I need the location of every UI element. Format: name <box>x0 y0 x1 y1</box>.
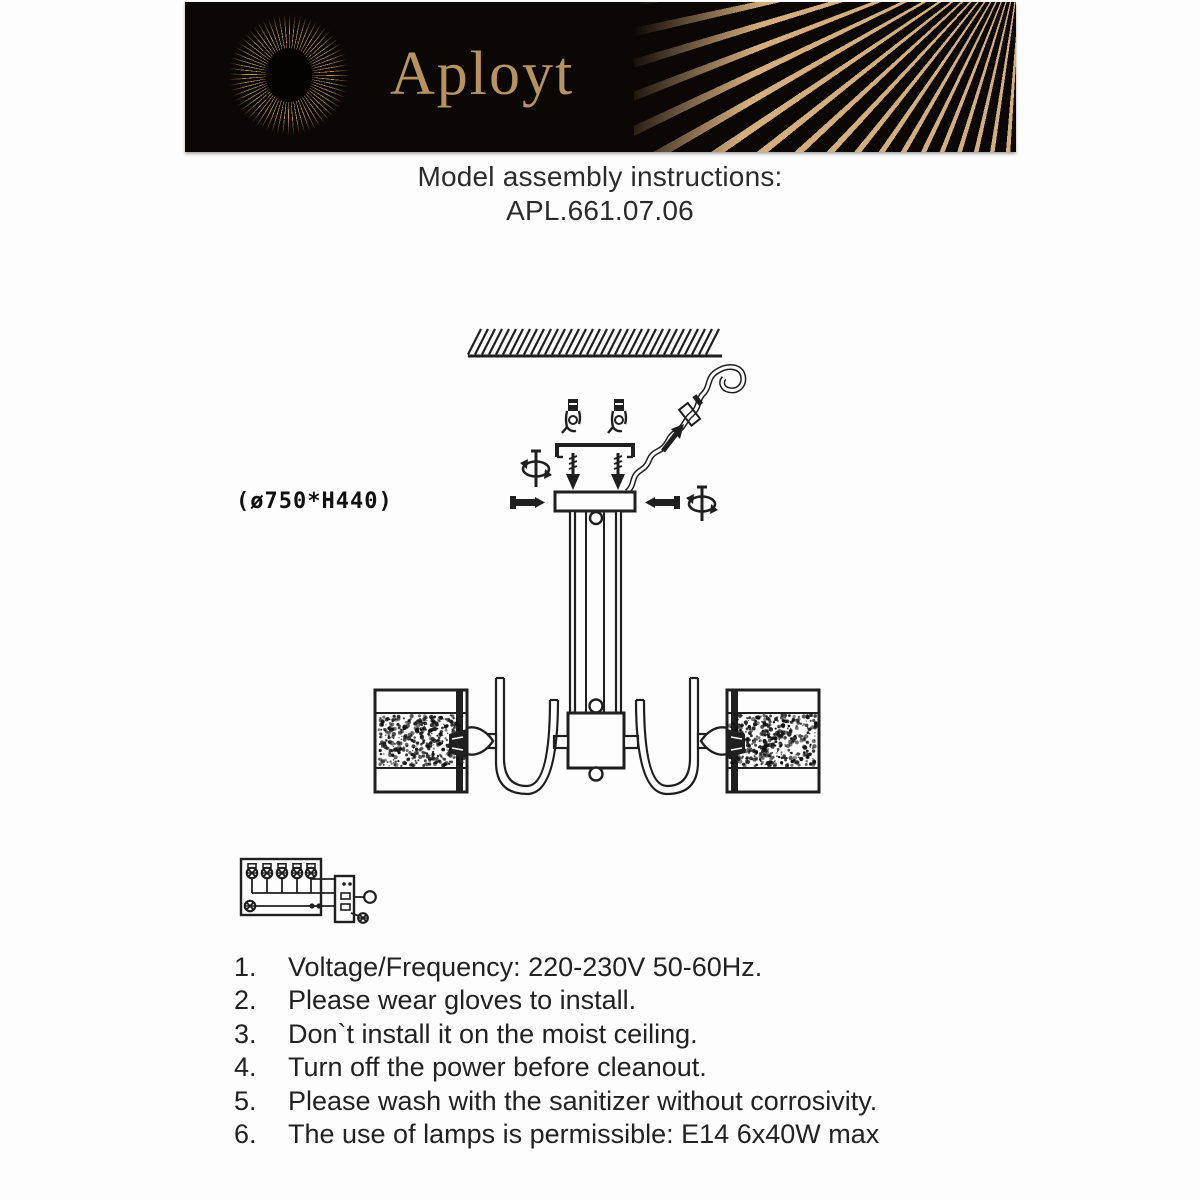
instruction-number: 1. <box>234 952 257 982</box>
wall-anchor-icons <box>562 399 626 433</box>
instruction-text: Turn off the power before cleanout. <box>288 1052 707 1083</box>
socket-right <box>727 729 745 758</box>
instruction-text: Voltage/Frequency: 220-230V 50-60Hz. <box>288 952 763 982</box>
instruction-number: 2. <box>234 985 257 1016</box>
instruction-item <box>234 951 879 984</box>
brand-name: Aployt <box>390 39 575 108</box>
mounting-screw-icons <box>566 453 625 490</box>
screw-icon <box>566 453 580 490</box>
rotate-direction-icon-left <box>520 450 552 487</box>
instruction-item <box>234 1051 879 1084</box>
screw-icon <box>611 453 625 490</box>
brand-banner <box>185 2 1016 152</box>
wall-anchor-icon <box>562 399 580 433</box>
power-cable-drawing <box>627 367 743 492</box>
ceiling-hatch <box>468 329 722 356</box>
instruction-item <box>234 1085 879 1118</box>
ground-symbol <box>358 913 368 923</box>
shade-left <box>375 690 467 792</box>
center-body <box>554 713 638 781</box>
stem-rods <box>570 511 621 713</box>
shade-right <box>727 690 819 792</box>
instruction-list <box>234 951 879 1151</box>
wall-anchor-icon <box>608 399 626 433</box>
instruction-text: Don`t install it on the moist ceiling. <box>288 1018 698 1049</box>
terminal-block <box>335 876 354 922</box>
instruction-text: Please wash with the sanitizer without corrosivity. <box>288 1085 878 1116</box>
instruction-item <box>234 1118 879 1151</box>
instruction-item <box>234 984 879 1017</box>
canopy <box>555 492 635 511</box>
instruction-number: 6. <box>234 1119 257 1150</box>
bulb-icon-right <box>698 727 727 754</box>
instruction-number: 4. <box>234 1052 257 1083</box>
dimensions-label: (ø750*H440) <box>236 489 393 514</box>
title-block <box>0 160 1200 228</box>
socket-left <box>449 729 467 758</box>
instruction-text: Please wear gloves to install. <box>288 985 637 1016</box>
wiring-diagram <box>241 859 376 923</box>
mounting-bracket <box>557 445 633 457</box>
instruction-item <box>234 1018 879 1051</box>
lamp-arm-right <box>636 678 698 794</box>
ray-fan-decoration <box>634 2 1016 152</box>
lamp-arm-left <box>496 678 558 794</box>
direction-arrow-icon <box>663 424 684 451</box>
doc-title: Model assembly instructions: <box>417 161 783 192</box>
instruction-number: 5. <box>234 1085 257 1116</box>
sunburst-core <box>266 48 312 102</box>
instruction-number: 3. <box>234 1018 257 1049</box>
side-screw-icon-right <box>645 496 680 509</box>
bulb-icon-left <box>467 727 496 754</box>
model-number: APL.661.07.06 <box>506 195 694 226</box>
sunburst-logo-icon <box>205 2 373 152</box>
side-screw-icon-left <box>510 496 545 509</box>
instruction-text: The use of lamps is permissible: E14 6x40W max <box>288 1119 880 1150</box>
rotate-direction-icon-right <box>686 486 718 521</box>
